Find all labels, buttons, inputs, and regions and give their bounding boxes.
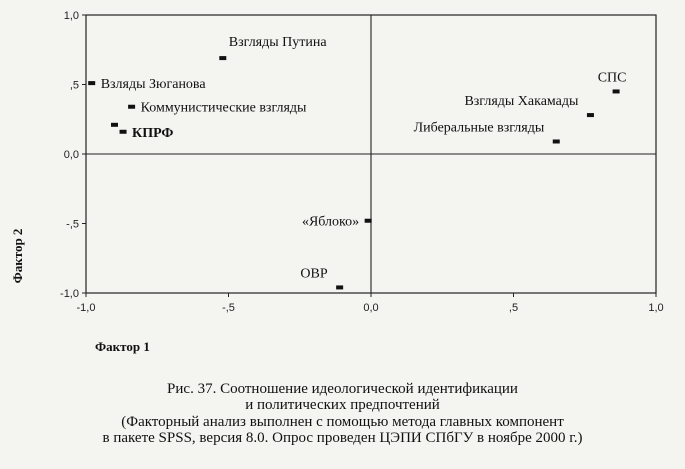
- x-axis-label: Фактор 1: [95, 339, 150, 354]
- x-tick-label: 0,0: [363, 302, 379, 314]
- y-axis-label: Фактор 2: [10, 228, 25, 284]
- data-point-marker: [120, 130, 127, 134]
- figure-caption-line-1: Рис. 37. Соотношение идеологической идентификации: [167, 381, 518, 397]
- y-tick-label: 0,0: [63, 149, 79, 161]
- data-point-marker: [219, 56, 226, 60]
- y-tick-label: ,5: [69, 79, 79, 92]
- y-tick-label: -1,0: [60, 288, 79, 300]
- data-point-marker: [128, 105, 135, 109]
- data-point-label: Взляды Зюганова: [100, 77, 206, 93]
- figure-caption-line-3: (Факторный анализ выполнен с помощью метода главных компонент: [121, 414, 564, 430]
- data-point-marker: [613, 89, 620, 93]
- x-tick-label: ,5: [508, 302, 519, 314]
- data-point-label: Либеральные взгляды: [413, 120, 545, 136]
- data-point-marker: [587, 113, 594, 117]
- data-point-label: КПРФ: [132, 125, 174, 141]
- figure-caption-line-4: в пакете SPSS, версия 8.0. Опрос проведен ЦЭПИ СПбГУ в ноябре 2000 г.): [102, 430, 583, 446]
- y-tick-label: 1,0: [63, 10, 79, 22]
- data-point-label: Взгляды Путина: [228, 35, 327, 51]
- data-point-marker: [336, 285, 343, 289]
- data-point-marker: [111, 123, 118, 127]
- data-point-marker: [365, 219, 372, 223]
- data-point-label: Коммунистические взгляды: [140, 100, 307, 116]
- data-point-marker: [88, 81, 95, 85]
- data-point-label: СПС: [597, 70, 627, 86]
- y-tick-label: -,5: [66, 218, 79, 231]
- figure-caption-line-2: и политических предпочтений: [245, 397, 440, 413]
- x-tick-label: -1,0: [76, 302, 96, 314]
- data-point-label: ОВР: [300, 266, 328, 282]
- data-point-marker: [553, 139, 560, 143]
- data-point-label: Взгляды Хакамады: [464, 94, 579, 110]
- x-tick-label: 1,0: [648, 302, 664, 314]
- x-tick-label: -,5: [222, 302, 235, 314]
- data-point-label: «Яблоко»: [301, 214, 360, 230]
